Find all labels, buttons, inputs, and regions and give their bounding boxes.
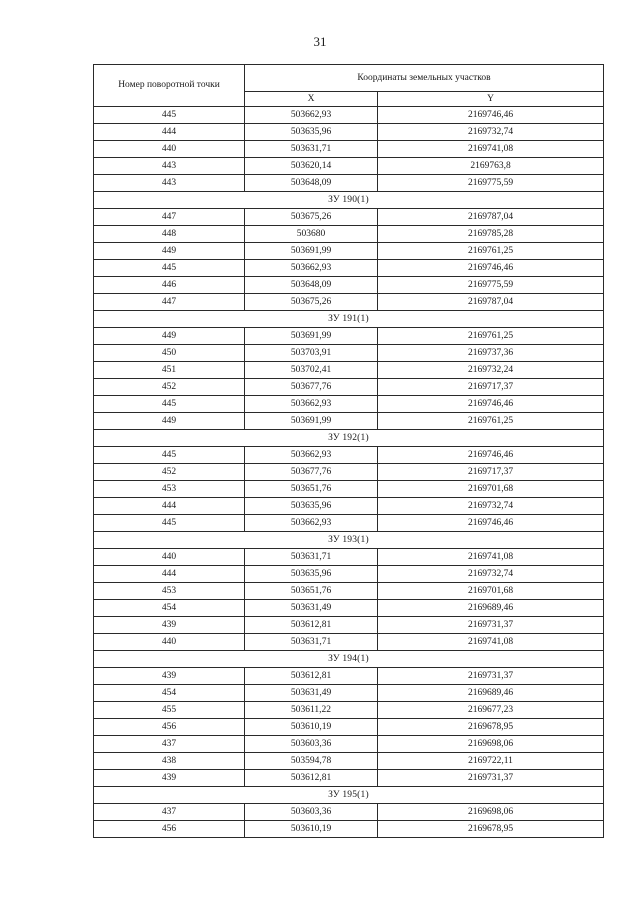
table-row	[94, 634, 604, 651]
point-number-cell: 444	[94, 498, 245, 515]
y-coordinate-cell: 2169761,25	[378, 243, 604, 260]
x-coordinate-cell: 503680	[245, 226, 378, 243]
table-row	[94, 447, 604, 464]
section-label: ЗУ 195(1)	[94, 787, 604, 804]
table-row	[94, 719, 604, 736]
y-coordinate-cell: 2169787,04	[378, 294, 604, 311]
x-coordinate-cell: 503603,36	[245, 804, 378, 821]
point-number-cell: 453	[94, 583, 245, 600]
table-row	[94, 804, 604, 821]
x-coordinate-cell: 503651,76	[245, 583, 378, 600]
table-row	[94, 396, 604, 413]
y-coordinate-cell: 2169678,95	[378, 821, 604, 838]
point-number-cell: 451	[94, 362, 245, 379]
point-number-cell: 447	[94, 209, 245, 226]
table-body	[94, 107, 604, 838]
x-coordinate-cell: 503620,14	[245, 158, 378, 175]
point-number-cell: 456	[94, 719, 245, 736]
x-coordinate-cell: 503631,71	[245, 549, 378, 566]
point-number-cell: 445	[94, 447, 245, 464]
y-coordinate-cell: 2169741,08	[378, 634, 604, 651]
section-row	[94, 532, 604, 549]
x-coordinate-cell: 503610,19	[245, 821, 378, 838]
x-coordinate-cell: 503631,49	[245, 685, 378, 702]
point-number-cell: 438	[94, 753, 245, 770]
y-coordinate-cell: 2169701,68	[378, 481, 604, 498]
page-number: 31	[313, 34, 327, 49]
point-number-cell: 445	[94, 515, 245, 532]
x-coordinate-cell: 503635,96	[245, 566, 378, 583]
table-row	[94, 243, 604, 260]
point-number-cell: 437	[94, 736, 245, 753]
point-number-cell: 446	[94, 277, 245, 294]
x-coordinate-cell: 503675,26	[245, 294, 378, 311]
y-coordinate-cell: 2169775,59	[378, 175, 604, 192]
x-coordinate-cell: 503594,78	[245, 753, 378, 770]
x-coordinate-cell: 503662,93	[245, 447, 378, 464]
y-coordinate-cell: 2169732,74	[378, 124, 604, 141]
section-row	[94, 651, 604, 668]
y-coordinate-cell: 2169717,37	[378, 379, 604, 396]
section-row	[94, 430, 604, 447]
coordinates-table	[93, 64, 604, 838]
table-row	[94, 685, 604, 702]
header-y: Y	[378, 92, 604, 107]
y-coordinate-cell: 2169722,11	[378, 753, 604, 770]
point-number-cell: 456	[94, 821, 245, 838]
x-coordinate-cell: 503662,93	[245, 107, 378, 124]
point-number-cell: 452	[94, 464, 245, 481]
section-label: ЗУ 193(1)	[94, 532, 604, 549]
x-coordinate-cell: 503677,76	[245, 464, 378, 481]
section-row	[94, 311, 604, 328]
x-coordinate-cell: 503648,09	[245, 277, 378, 294]
table-row	[94, 549, 604, 566]
x-coordinate-cell: 503675,26	[245, 209, 378, 226]
section-label: ЗУ 190(1)	[94, 192, 604, 209]
table-row	[94, 328, 604, 345]
point-number-cell: 445	[94, 260, 245, 277]
y-coordinate-cell: 2169746,46	[378, 396, 604, 413]
table-row	[94, 481, 604, 498]
point-number-cell: 454	[94, 600, 245, 617]
section-row	[94, 192, 604, 209]
table-row	[94, 583, 604, 600]
point-number-cell: 449	[94, 243, 245, 260]
table-row	[94, 600, 604, 617]
y-coordinate-cell: 2169746,46	[378, 447, 604, 464]
section-label: ЗУ 191(1)	[94, 311, 604, 328]
x-coordinate-cell: 503631,71	[245, 141, 378, 158]
y-coordinate-cell: 2169701,68	[378, 583, 604, 600]
y-coordinate-cell: 2169732,74	[378, 566, 604, 583]
table-row	[94, 379, 604, 396]
point-number-cell: 445	[94, 107, 245, 124]
section-label: ЗУ 192(1)	[94, 430, 604, 447]
table-row	[94, 107, 604, 124]
point-number-cell: 443	[94, 158, 245, 175]
point-number-cell: 439	[94, 770, 245, 787]
header-x: X	[245, 92, 378, 107]
x-coordinate-cell: 503662,93	[245, 396, 378, 413]
table-row	[94, 515, 604, 532]
y-coordinate-cell: 2169787,04	[378, 209, 604, 226]
y-coordinate-cell: 2169741,08	[378, 141, 604, 158]
table-row	[94, 362, 604, 379]
point-number-cell: 453	[94, 481, 245, 498]
x-coordinate-cell: 503612,81	[245, 668, 378, 685]
point-number-cell: 437	[94, 804, 245, 821]
y-coordinate-cell: 2169761,25	[378, 328, 604, 345]
y-coordinate-cell: 2169732,74	[378, 498, 604, 515]
x-coordinate-cell: 503611,22	[245, 702, 378, 719]
y-coordinate-cell: 2169746,46	[378, 260, 604, 277]
y-coordinate-cell: 2169731,37	[378, 770, 604, 787]
point-number-cell: 454	[94, 685, 245, 702]
x-coordinate-cell: 503603,36	[245, 736, 378, 753]
x-coordinate-cell: 503662,93	[245, 515, 378, 532]
table-header	[94, 65, 604, 107]
y-coordinate-cell: 2169689,46	[378, 685, 604, 702]
y-coordinate-cell: 2169731,37	[378, 668, 604, 685]
table-row	[94, 702, 604, 719]
y-coordinate-cell: 2169741,08	[378, 549, 604, 566]
point-number-cell: 448	[94, 226, 245, 243]
table-row	[94, 175, 604, 192]
x-coordinate-cell: 503651,76	[245, 481, 378, 498]
header-point-number: Номер поворотной точки	[94, 65, 245, 107]
point-number-cell: 455	[94, 702, 245, 719]
point-number-cell: 449	[94, 328, 245, 345]
table-row	[94, 413, 604, 430]
table-row	[94, 736, 604, 753]
table-row	[94, 345, 604, 362]
point-number-cell: 443	[94, 175, 245, 192]
table-row	[94, 260, 604, 277]
y-coordinate-cell: 2169732,24	[378, 362, 604, 379]
section-label: ЗУ 194(1)	[94, 651, 604, 668]
table-row	[94, 770, 604, 787]
x-coordinate-cell: 503631,49	[245, 600, 378, 617]
point-number-cell: 444	[94, 124, 245, 141]
x-coordinate-cell: 503691,99	[245, 413, 378, 430]
point-number-cell: 439	[94, 668, 245, 685]
table-row	[94, 209, 604, 226]
y-coordinate-cell: 2169785,28	[378, 226, 604, 243]
x-coordinate-cell: 503702,41	[245, 362, 378, 379]
table-row	[94, 566, 604, 583]
x-coordinate-cell: 503677,76	[245, 379, 378, 396]
point-number-cell: 450	[94, 345, 245, 362]
y-coordinate-cell: 2169761,25	[378, 413, 604, 430]
point-number-cell: 447	[94, 294, 245, 311]
table-row	[94, 277, 604, 294]
y-coordinate-cell: 2169689,46	[378, 600, 604, 617]
x-coordinate-cell: 503691,99	[245, 328, 378, 345]
x-coordinate-cell: 503631,71	[245, 634, 378, 651]
x-coordinate-cell: 503703,91	[245, 345, 378, 362]
x-coordinate-cell: 503635,96	[245, 498, 378, 515]
y-coordinate-cell: 2169698,06	[378, 804, 604, 821]
section-row	[94, 787, 604, 804]
table-row	[94, 294, 604, 311]
y-coordinate-cell: 2169731,37	[378, 617, 604, 634]
table-row	[94, 141, 604, 158]
table-row	[94, 464, 604, 481]
y-coordinate-cell: 2169717,37	[378, 464, 604, 481]
table-row	[94, 158, 604, 175]
y-coordinate-cell: 2169763,8	[378, 158, 604, 175]
y-coordinate-cell: 2169737,36	[378, 345, 604, 362]
table-row	[94, 498, 604, 515]
point-number-cell: 444	[94, 566, 245, 583]
table-row	[94, 753, 604, 770]
table-row	[94, 617, 604, 634]
point-number-cell: 445	[94, 396, 245, 413]
point-number-cell: 440	[94, 634, 245, 651]
table-row	[94, 124, 604, 141]
y-coordinate-cell: 2169698,06	[378, 736, 604, 753]
point-number-cell: 452	[94, 379, 245, 396]
y-coordinate-cell: 2169677,23	[378, 702, 604, 719]
x-coordinate-cell: 503610,19	[245, 719, 378, 736]
y-coordinate-cell: 2169746,46	[378, 107, 604, 124]
point-number-cell: 440	[94, 549, 245, 566]
x-coordinate-cell: 503691,99	[245, 243, 378, 260]
x-coordinate-cell: 503612,81	[245, 617, 378, 634]
table-row	[94, 226, 604, 243]
header-coordinates: Координаты земельных участков	[245, 65, 604, 92]
point-number-cell: 440	[94, 141, 245, 158]
point-number-cell: 439	[94, 617, 245, 634]
x-coordinate-cell: 503648,09	[245, 175, 378, 192]
y-coordinate-cell: 2169775,59	[378, 277, 604, 294]
x-coordinate-cell: 503662,93	[245, 260, 378, 277]
x-coordinate-cell: 503635,96	[245, 124, 378, 141]
table-row	[94, 821, 604, 838]
y-coordinate-cell: 2169678,95	[378, 719, 604, 736]
x-coordinate-cell: 503612,81	[245, 770, 378, 787]
y-coordinate-cell: 2169746,46	[378, 515, 604, 532]
table-row	[94, 668, 604, 685]
point-number-cell: 449	[94, 413, 245, 430]
